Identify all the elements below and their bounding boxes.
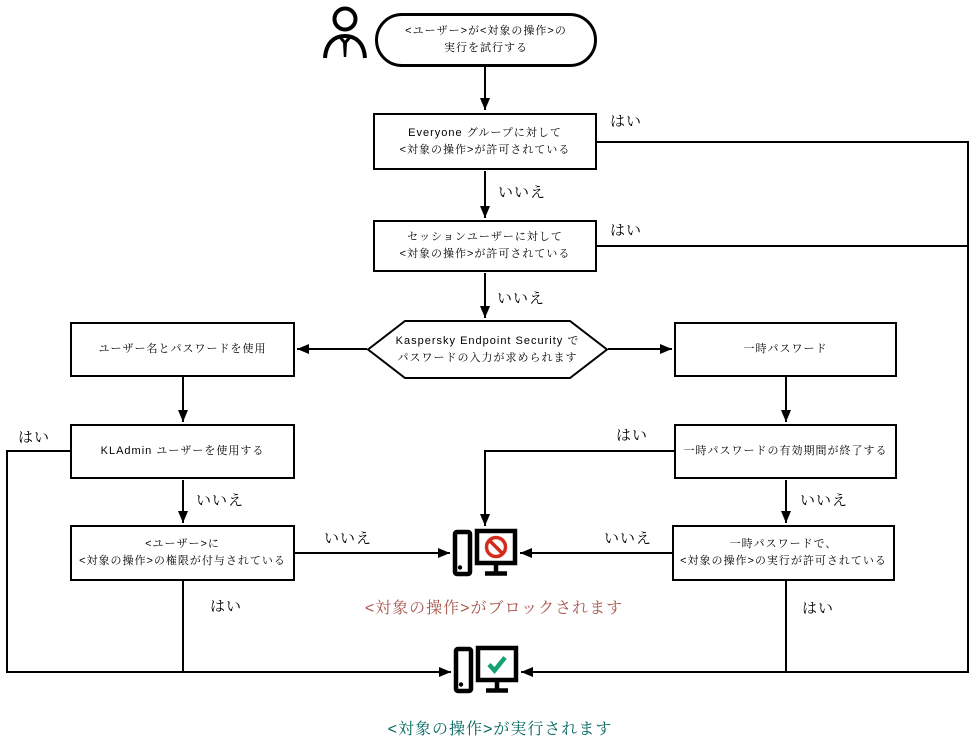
node-temp-password [674,322,897,377]
decision-everyone-text: <対象の操作>が許可されている [399,143,571,156]
use-credentials-text: ユーザー名とパスワードを使用 [98,343,267,355]
decision-user-has-permission [70,525,295,581]
use-kladmin-text: KLAdmin ユーザーを使用する [100,445,265,457]
decision-temp-password-allows [672,525,895,581]
person-icon [322,6,368,60]
decision-use-kladmin [70,424,295,479]
executed-result-text: <対象の操作>が実行されます [387,721,613,738]
edge-label-no-kladmin: いいえ [196,492,245,509]
edge-label-no-temp-expired: いいえ [800,492,849,509]
edge-label-yes-temp-allowed: はい [802,600,835,617]
edge-label-yes-user-permission: はい [210,598,243,615]
edge-label-no-user-permission: いいえ [324,530,373,547]
allowed-computer-icon [453,645,519,701]
temp-password-allows-text: <対象の操作>の実行が許可されている [680,555,887,567]
decision-everyone-text: Everyone グループに対して [408,126,562,139]
decision-session-text: <対象の操作>が許可されている [399,248,571,260]
start-node-text: 実行を試行する [444,42,528,54]
edge-label-no-everyone: いいえ [498,184,547,201]
start-node-text: <ユーザー>が<対象の操作>の [405,25,567,37]
edge-label-yes-temp-expired: はい [616,427,649,444]
user-has-permission-text: <対象の操作>の権限が付与されている [79,555,286,567]
password-prompt-text: パスワードの入力が求められます [397,351,578,364]
decision-session-text: セッションユーザーに対して [407,231,563,243]
temp-password-allows-text: 一時パスワードで、 [729,538,838,550]
temp-password-expired-text: 一時パスワードの有効期間が終了する [683,445,888,457]
decision-temp-password-expired [674,424,897,479]
node-use-credentials [70,322,295,377]
password-prompt-text: Kaspersky Endpoint Security で [395,334,580,347]
edge-label-yes-everyone: はい [610,113,643,130]
decision-everyone-allowed [373,113,597,170]
user-has-permission-text: <ユーザー>に [145,538,220,550]
temp-password-text: 一時パスワード [743,343,828,355]
edge-label-no-temp-allowed: いいえ [604,530,653,547]
blocked-result-text: <対象の操作>がブロックされます [364,600,624,617]
edge-label-yes-session: はい [610,222,643,239]
edge-label-no-session: いいえ [497,290,546,307]
decision-session-allowed [373,220,597,272]
node-password-prompt [367,320,608,379]
start-node [375,13,597,67]
edge-label-yes-kladmin: はい [18,429,51,446]
blocked-computer-icon [452,528,518,584]
